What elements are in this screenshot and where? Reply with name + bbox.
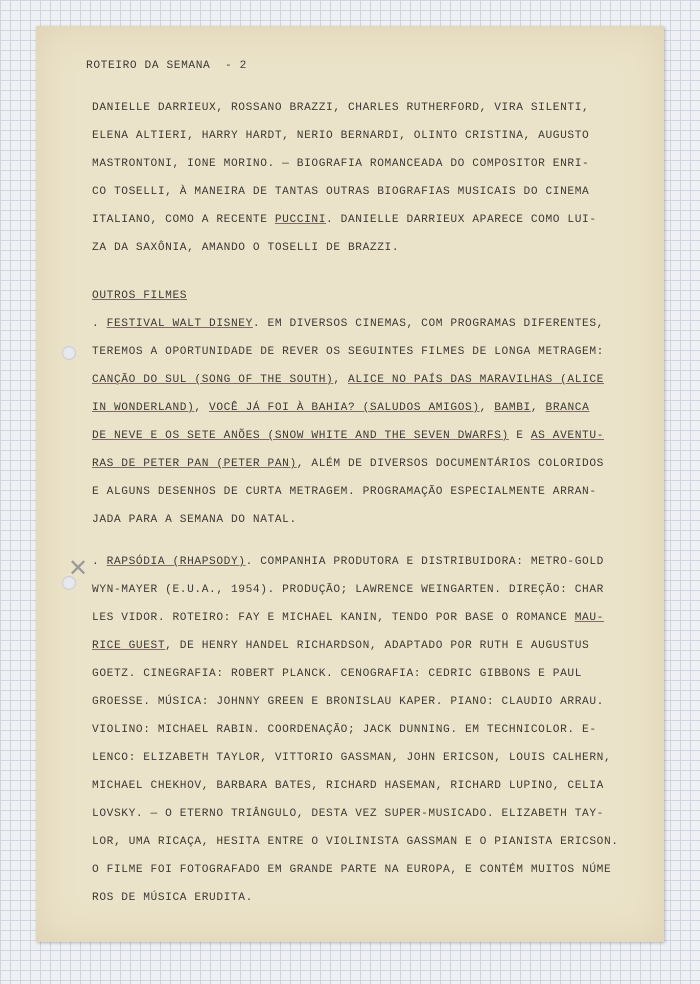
intro-line: DANIELLE DARRIEUX, ROSSANO BRAZZI, CHARLES RUTHERFORD, VIRA SILENTI, [92,102,590,114]
rhapsody-line: GROESSE. MÚSICA: JOHNNY GREEN E BRONISLAU KAPER. PIANO: CLAUDIO ARRAU. [92,696,604,708]
festival-title: FESTIVAL WALT DISNEY [106,318,253,330]
intro-text: . DANIELLE DARRIEUX APARECE COMO LUI- [326,214,597,226]
novel-title: RICE GUEST [92,640,166,652]
rhapsody-line: LOVSKY. — O ETERNO TRIÂNGULO, DESTA VEZ SUPER-MUSICADO. ELIZABETH TAY- [92,808,604,820]
film-title: ALICE NO PAÍS DAS MARAVILHAS (ALICE [348,374,604,386]
rhapsody-line: LOR, UMA RICAÇA, HESITA ENTRE O VIOLINISTA GASSMAN E O PIANISTA ERICSON. [92,836,619,848]
pencil-x-mark: ✕ [68,554,89,582]
festival-text: . EM DIVERSOS CINEMAS, COM PROGRAMAS DIFERENTES, [252,318,604,330]
rhapsody-text: , DE HENRY HANDEL RICHARDSON, ADAPTADO POR RUTH E AUGUSTUS [165,640,590,652]
intro-text: ITALIANO, COMO A RECENTE [92,214,275,226]
festival-line: . FESTIVAL WALT DISNEY. EM DIVERSOS CINEMAS, COM PROGRAMAS DIFERENTES, [92,318,604,330]
punch-hole-top [62,346,76,360]
rhapsody-line: WYN-MAYER (E.U.A., 1954). PRODUÇÃO; LAWRENCE WEINGARTEN. DIREÇÃO: CHAR [92,584,604,596]
film-title: BRANCA [545,402,590,414]
intro-line: CO TOSELLI, À MANEIRA DE TANTAS OUTRAS BIOGRAFIAS MUSICAIS DO CINEMA [92,186,590,198]
festival-text: , [479,402,495,414]
novel-title: MAU- [574,612,604,624]
rhapsody-line: MICHAEL CHEKHOV, BARBARA BATES, RICHARD HASEMAN, RICHARD LUPINO, CELIA [92,780,604,792]
film-title: RAS DE PETER PAN (PETER PAN) [92,458,297,470]
rhapsody-line: GOETZ. CINEGRAFIA: ROBERT PLANCK. CENOGRAFIA: CEDRIC GIBBONS E PAUL [92,668,583,680]
film-title: DE NEVE E OS SETE ANÕES (SNOW WHITE AND THE SEVEN DWARFS) [92,430,509,442]
festival-text: , ALÉM DE DIVERSOS DOCUMENTÁRIOS COLORIDOS [296,458,604,470]
intro-line: ZA DA SAXÔNIA, AMANDO O TOSELLI DE BRAZZI. [92,242,400,254]
page-header [86,60,247,72]
page-number: - 2 [224,60,247,72]
film-title: BAMBI [494,402,531,414]
film-title: CANÇÃO DO SUL (SONG OF THE SOUTH) [92,374,334,386]
rhapsody-text: LES VIDOR. ROTEIRO: FAY E MICHAEL KANIN, TENDO POR BASE O ROMANCE [92,612,575,624]
rhapsody-line: O FILME FOI FOTOGRAFADO EM GRANDE PARTE NA EUROPA, E CONTÉM MUITOS NÚME [92,864,612,876]
film-title: IN WONDERLAND) [92,402,195,414]
intro-line [92,214,597,226]
rhapsody-line: ROS DE MÚSICA ERUDITA. [92,892,253,904]
film-title: AS AVENTU- [530,430,604,442]
festival-text: , [530,402,546,414]
section-title: OUTROS FILMES [92,290,188,302]
header-title: ROTEIRO DA SEMANA [86,60,211,72]
festival-line: E ALGUNS DESENHOS DE CURTA METRAGEM. PROGRAMAÇÃO ESPECIALMENTE ARRAN- [92,486,597,498]
rhapsody-line: VIOLINO: MICHAEL RABIN. COORDENAÇÃO; JACK DUNNING. EM TECHNICOLOR. E- [92,724,597,736]
typewritten-page [36,26,664,942]
festival-line [92,374,604,386]
rhapsody-line [92,612,604,624]
film-title-puccini: PUCCINI [274,214,327,226]
festival-line: JADA PARA A SEMANA DO NATAL. [92,514,297,526]
festival-text: E [508,430,531,442]
festival-line [92,458,604,470]
rhapsody-line: . RAPSÓDIA (RHAPSODY). COMPANHIA PRODUTORA E DISTRIBUIDORA: METRO-GOLD [92,556,604,568]
film-title: VOCÊ JÁ FOI À BAHIA? (SALUDOS AMIGOS) [209,402,480,414]
festival-line [92,430,604,442]
intro-line: MASTRONTONI, IONE MORINO. — BIOGRAFIA ROMANCEADA DO COMPOSITOR ENRI- [92,158,590,170]
festival-text: , [194,402,210,414]
intro-line: ELENA ALTIERI, HARRY HARDT, NERIO BERNARDI, OLINTO CRISTINA, AUGUSTO [92,130,590,142]
rhapsody-line [92,640,589,652]
festival-text: , [333,374,348,386]
rhapsody-text: . COMPANHIA PRODUTORA E DISTRIBUIDORA: METRO-GOLD [245,556,604,568]
festival-line [92,402,589,414]
rhapsody-line: LENCO: ELIZABETH TAYLOR, VITTORIO GASSMAN, JOHN ERICSON, LOUIS CALHERN, [92,752,612,764]
festival-line: TEREMOS A OPORTUNIDADE DE REVER OS SEGUINTES FILMES DE LONGA METRAGEM: [92,346,604,358]
rhapsody-title: RAPSÓDIA (RHAPSODY) [106,556,246,568]
